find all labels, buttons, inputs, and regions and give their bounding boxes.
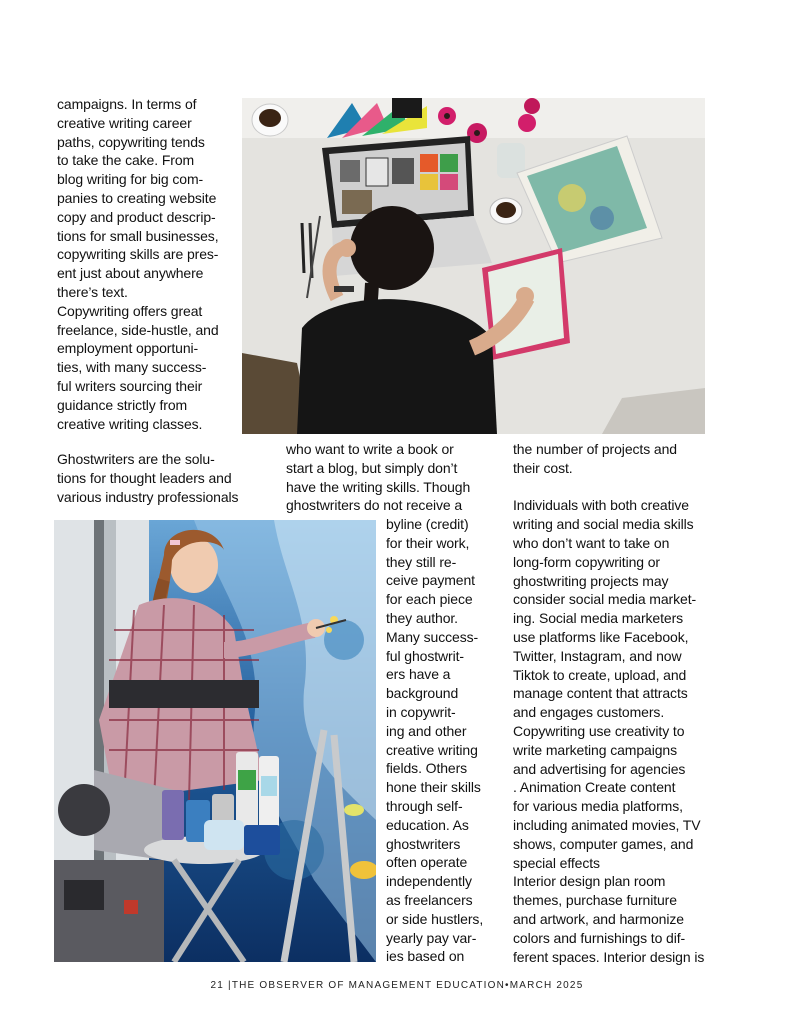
text-line: paths, copywriting tends bbox=[57, 133, 205, 150]
text-line: panies to creating website bbox=[57, 189, 217, 206]
text-line: yearly pay var- bbox=[386, 929, 477, 946]
text-line: to take the cake. From bbox=[57, 152, 195, 169]
text-line: use platforms like Facebook, bbox=[513, 628, 689, 645]
text-line: ful ghostwrit- bbox=[386, 647, 464, 664]
text-line: freelance, side-hustle, and bbox=[57, 321, 219, 338]
text-line: tions for small businesses, bbox=[57, 227, 219, 244]
text-line: who want to write a book or bbox=[286, 441, 454, 457]
text-line: Tiktok to create, upload, and bbox=[513, 666, 687, 683]
text-line: often operate bbox=[386, 854, 468, 871]
text-line: ies based on bbox=[386, 948, 465, 965]
column-left-bottom bbox=[57, 450, 238, 506]
text-line: special effects bbox=[513, 854, 600, 871]
text-line: ing and other bbox=[386, 722, 467, 739]
text-line: Many success- bbox=[386, 628, 479, 645]
text-line: byline (credit) bbox=[386, 516, 469, 532]
text-line: ceive payment bbox=[386, 572, 475, 589]
text-line: ties, with many success- bbox=[57, 359, 207, 376]
photo-girl-painting-mural bbox=[54, 520, 376, 962]
text-line: guidance strictly from bbox=[57, 396, 188, 413]
text-line: hone their skills bbox=[386, 779, 481, 796]
text-line: creative writing career bbox=[57, 114, 192, 131]
text-line: campaigns. In terms of bbox=[57, 96, 197, 112]
text-line: Twitter, Instagram, and now bbox=[513, 647, 682, 664]
column-middle-top bbox=[286, 440, 470, 515]
text-line: manage content that attracts bbox=[513, 685, 688, 702]
text-line: or side hustlers, bbox=[386, 910, 484, 927]
text-line: copy and product descrip- bbox=[57, 208, 216, 225]
text-line: various industry professionals bbox=[57, 488, 239, 505]
text-line: including animated movies, TV bbox=[513, 816, 701, 833]
text-line: fields. Others bbox=[386, 760, 468, 777]
text-line: and engages customers. bbox=[513, 704, 665, 721]
column-right bbox=[513, 440, 704, 966]
text-line: Copywriting offers great bbox=[57, 302, 203, 319]
text-line: consider social media market- bbox=[513, 591, 697, 608]
text-line: education. As bbox=[386, 816, 469, 833]
text-line: creative writing classes. bbox=[57, 415, 203, 432]
text-line: tions for thought leaders and bbox=[57, 469, 232, 486]
text-line: long-form copywriting or bbox=[513, 553, 660, 570]
text-line: copywriting skills are pres- bbox=[57, 246, 219, 263]
text-line: Copywriting use creativity to bbox=[513, 722, 685, 739]
text-line: for their work, bbox=[386, 534, 470, 551]
text-line: for various media platforms, bbox=[513, 798, 683, 815]
text-line: employment opportuni- bbox=[57, 340, 199, 357]
text-line: ghostwriters do not receive a bbox=[286, 497, 463, 514]
text-line: start a blog, but simply don’t bbox=[286, 459, 458, 476]
text-line: there’s text. bbox=[57, 283, 128, 300]
text-line: the number of projects and bbox=[513, 441, 677, 457]
column-middle-narrow bbox=[386, 515, 483, 966]
text-line: in copywrit- bbox=[386, 703, 456, 720]
text-line: themes, purchase furniture bbox=[513, 892, 677, 909]
text-line: independently bbox=[386, 873, 472, 890]
column-left-top bbox=[57, 95, 219, 433]
text-line: ers have a bbox=[386, 666, 451, 683]
text-line: and advertising for agencies bbox=[513, 760, 686, 777]
text-line: have the writing skills. Though bbox=[286, 478, 471, 495]
text-line: and artwork, and harmonize bbox=[513, 910, 684, 927]
text-line: ing. Social media marketers bbox=[513, 610, 684, 627]
text-line: background bbox=[386, 685, 459, 702]
text-line bbox=[513, 478, 704, 497]
text-line: they author. bbox=[386, 609, 458, 626]
text-line: shows, computer games, and bbox=[513, 835, 694, 852]
text-line: write marketing campaigns bbox=[513, 741, 678, 758]
text-line: colors and furnishings to dif- bbox=[513, 929, 686, 946]
text-line: for each piece bbox=[386, 591, 473, 608]
text-line: Individuals with both creative bbox=[513, 497, 689, 514]
text-line: blog writing for big com- bbox=[57, 171, 204, 188]
text-line: ghostwriters bbox=[386, 835, 461, 852]
text-line: through self- bbox=[386, 797, 463, 814]
page-footer: 21 |THE OBSERVER OF MANAGEMENT EDUCATION•MARCH 2025 bbox=[210, 980, 584, 991]
text-line: who don’t want to take on bbox=[513, 534, 670, 551]
text-line: ferent spaces. Interior design is bbox=[513, 948, 705, 965]
text-line: as freelancers bbox=[386, 891, 473, 908]
text-line: creative writing bbox=[386, 741, 478, 758]
text-line: Ghostwriters are the solu- bbox=[57, 451, 215, 467]
photo-designer-at-desk bbox=[242, 98, 705, 434]
text-line: ent just about anywhere bbox=[57, 265, 204, 282]
text-line: ful writers sourcing their bbox=[57, 377, 203, 394]
text-line: ghostwriting projects may bbox=[513, 572, 669, 589]
text-line: their cost. bbox=[513, 459, 573, 476]
text-line: writing and social media skills bbox=[513, 516, 694, 533]
text-line: Interior design plan room bbox=[513, 873, 666, 890]
text-line: . Animation Create content bbox=[513, 779, 676, 796]
text-line: they still re- bbox=[386, 553, 457, 570]
